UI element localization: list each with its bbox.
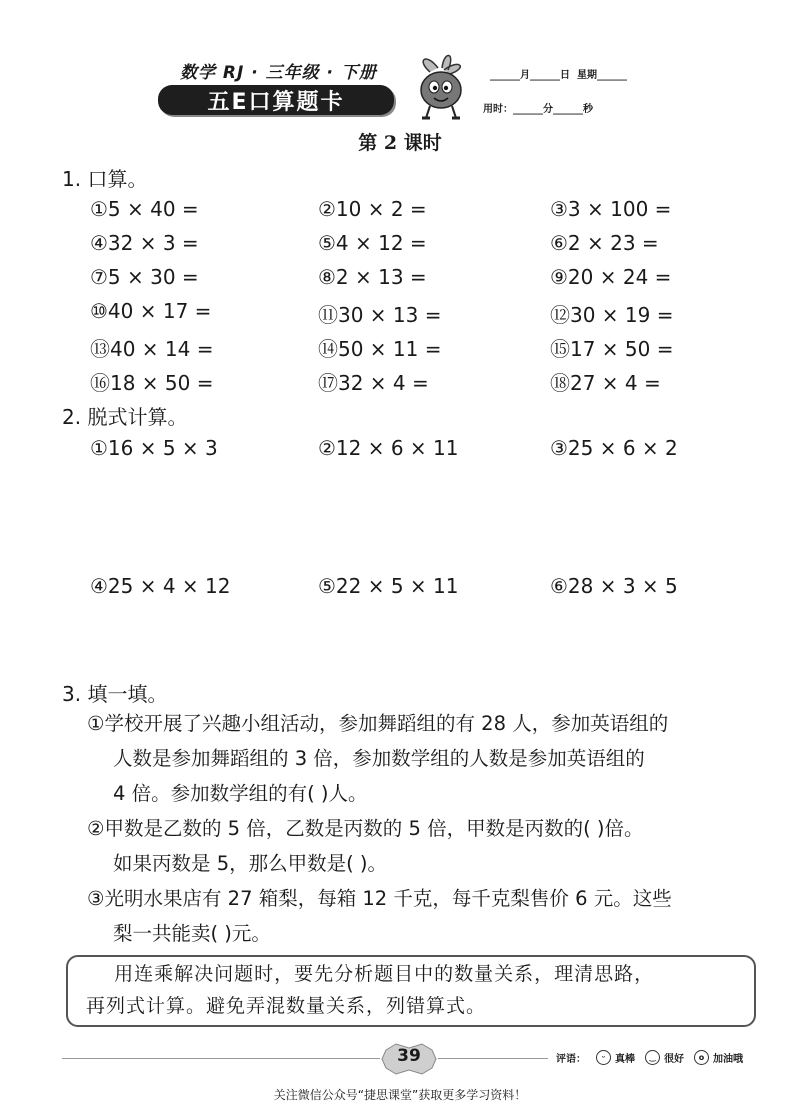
q1-item: ③3 × 100 = [550, 197, 672, 221]
q3-p2-line: ②甲数是乙数的 5 倍，乙数是丙数的 5 倍，甲数是丙数的( )倍。 [87, 817, 644, 840]
footer-divider [62, 1058, 380, 1059]
q1-item: ⑧2 × 13 = [318, 265, 427, 289]
q2-item: ③25 × 6 × 2 [550, 436, 678, 460]
q1-item: ⑦5 × 30 = [90, 265, 199, 289]
q1-item: ⑬40 × 14 = [90, 337, 214, 361]
smile-face-icon: ‿ [645, 1050, 660, 1065]
q1-item: ⑥2 × 23 = [550, 231, 659, 255]
footer-divider [438, 1058, 548, 1059]
encourage-face-icon: o [694, 1050, 709, 1065]
q1-item: ①5 × 40 = [90, 197, 199, 221]
q3-p1-line: ①学校开展了兴趣小组活动，参加舞蹈组的有 28 人，参加英语组的 [87, 712, 669, 735]
evaluation-row [556, 1050, 743, 1065]
q1-item: ⑩40 × 17 = [90, 299, 212, 323]
eval-label: 评语： [556, 1054, 586, 1065]
q2-item: ⑤22 × 5 × 11 [318, 574, 459, 598]
q1-item: ⑰32 × 4 = [318, 371, 429, 395]
q1-item: ⑤4 × 12 = [318, 231, 427, 255]
q1-item: ⑫30 × 19 = [550, 303, 674, 327]
q3-title: 3. 填一填。 [62, 682, 168, 706]
q1-title: 1. 口算。 [62, 167, 148, 191]
q2-item: ①16 × 5 × 3 [90, 436, 218, 460]
q1-item: ④32 × 3 = [90, 231, 199, 255]
q2-title: 2. 脱式计算。 [62, 405, 188, 429]
q3-p3-line: ③光明水果店有 27 箱梨，每箱 12 千克，每千克梨售价 6 元。这些 [87, 887, 672, 910]
tip-text [86, 958, 748, 1022]
eval-option: 真棒 [615, 1054, 635, 1065]
title-banner: 五E口算题卡 [158, 85, 394, 115]
eval-option: 加油哦 [713, 1054, 743, 1065]
q3-p1-line: 人数是参加舞蹈组的 3 倍，参加数学组的人数是参加英语组的 [113, 747, 645, 770]
q3-p1-line: 4 倍。参加数学组的有( )人。 [113, 782, 368, 805]
q1-item: ⑪30 × 13 = [318, 303, 442, 327]
q2-item: ⑥28 × 3 × 5 [550, 574, 678, 598]
time-line: 用时：______分______秒 [483, 104, 593, 115]
lesson-title: 第 2 课时 [358, 132, 442, 154]
tip-line: 用连乘解决问题时，要先分析题目中的数量关系，理清思路， [86, 963, 655, 985]
q3-p2-line: 如果丙数是 5，那么甲数是( )。 [113, 852, 388, 875]
subject-label: 数学 RJ · 三年级 · 下册 [180, 63, 377, 83]
radish-mascot-icon [408, 50, 474, 122]
q1-item: ⑱27 × 4 = [550, 371, 661, 395]
date-line: ______月______日 星期______ [490, 70, 627, 81]
q1-item: ⑮17 × 50 = [550, 337, 674, 361]
q1-item: ⑭50 × 11 = [318, 337, 442, 361]
q2-item: ④25 × 4 × 12 [90, 574, 231, 598]
tip-line: 再列式计算。避免弄混数量关系，列错算式。 [86, 995, 487, 1017]
q1-item: ⑨20 × 24 = [550, 265, 672, 289]
happy-face-icon: ᵕ [596, 1050, 611, 1065]
q3-problem-1 [87, 706, 767, 811]
q1-item: ⑯18 × 50 = [90, 371, 214, 395]
eval-option: 很好 [664, 1054, 684, 1065]
promo-text: 关注微信公众号“捷思课堂”获取更多学习资料！ [273, 1088, 527, 1102]
q3-problem-2 [87, 811, 767, 881]
q3-problem-3 [87, 881, 767, 951]
q2-item: ②12 × 6 × 11 [318, 436, 459, 460]
q1-item: ②10 × 2 = [318, 197, 427, 221]
q3-p3-line: 梨一共能卖( )元。 [113, 922, 271, 945]
page-number: 39 [397, 1046, 421, 1066]
